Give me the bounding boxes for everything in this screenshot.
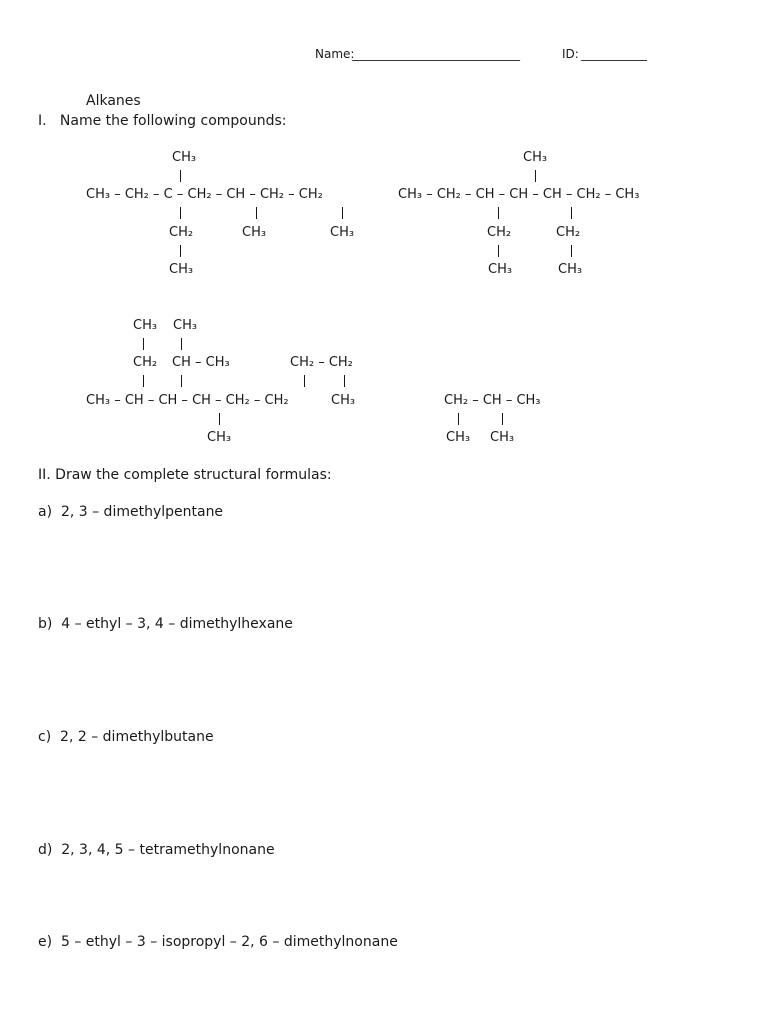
name-field[interactable]: ____________________________ — [352, 47, 520, 61]
c3-bond-bottom — [219, 413, 220, 425]
id-field[interactable]: ___________ — [581, 47, 647, 61]
c1-bond-top — [180, 170, 181, 182]
c3-bond-mid-c1 — [304, 375, 305, 387]
c2-sub-b-ch2: CH₂ — [556, 225, 581, 240]
c4-sub-a: CH₃ — [446, 430, 471, 445]
c3-mid-a: CH₂ — [133, 355, 158, 370]
c2-main-chain: CH₃ – CH₂ – CH – CH – CH – CH₂ – CH₃ — [398, 187, 640, 202]
c3-bond-top-b — [181, 338, 182, 350]
c3-bond-mid-c2 — [344, 375, 345, 387]
c2-top-methyl: CH₃ — [523, 150, 548, 165]
c1-sub-ch3-end: CH₃ — [330, 225, 355, 240]
c1-bond-c — [180, 207, 181, 219]
c3-bond-mid-b — [181, 375, 182, 387]
c2-bond-b2 — [571, 245, 572, 257]
page-title: Alkanes — [86, 93, 141, 109]
question-b: b) 4 – ethyl – 3, 4 – dimethylhexane — [38, 616, 293, 632]
c2-bond-a2 — [498, 245, 499, 257]
c4-bond-b — [502, 413, 503, 425]
c3-top-a: CH₃ — [133, 318, 158, 333]
c4-sub-b: CH₃ — [490, 430, 515, 445]
question-a: a) 2, 3 – dimethylpentane — [38, 504, 224, 520]
c3-mid-c: CH₂ – CH₂ — [290, 355, 353, 370]
c4-bond-a — [458, 413, 459, 425]
c1-bond-ch — [256, 207, 257, 219]
c4-main-chain: CH₂ – CH – CH₃ — [444, 393, 541, 408]
c2-sub-b-ch3: CH₃ — [558, 262, 583, 277]
c3-main-chain: CH₃ – CH – CH – CH – CH₂ – CH₂ — [86, 393, 289, 408]
question-e: e) 5 – ethyl – 3 – isopropyl – 2, 6 – dimethylnonane — [38, 934, 398, 950]
c2-sub-a-ch3: CH₃ — [488, 262, 513, 277]
c2-bond-a — [498, 207, 499, 219]
c1-sub-ch2: CH₂ — [169, 225, 194, 240]
c2-bond-top — [535, 170, 536, 182]
question-d: d) 2, 3, 4, 5 – tetramethylnonane — [38, 842, 275, 858]
c1-sub-ch3-mid: CH₃ — [242, 225, 267, 240]
c3-bond-mid-a — [143, 375, 144, 387]
c3-top-b: CH₃ — [173, 318, 198, 333]
id-label: ID: — [562, 47, 579, 61]
section-2-heading: II. Draw the complete structural formulas: — [38, 467, 332, 483]
c1-sub-ch3-ethyl: CH₃ — [169, 262, 194, 277]
question-c: c) 2, 2 – dimethylbutane — [38, 729, 214, 745]
c3-main-end: CH₃ — [331, 393, 356, 408]
c2-bond-b — [571, 207, 572, 219]
c1-top-methyl: CH₃ — [172, 150, 197, 165]
c2-sub-a-ch2: CH₂ — [487, 225, 512, 240]
section-1-heading: I. Name the following compounds: — [38, 113, 287, 129]
name-label: Name: — [315, 47, 355, 61]
c1-bond-end — [342, 207, 343, 219]
c1-main-chain: CH₃ – CH₂ – C – CH₂ – CH – CH₂ – CH₂ — [86, 187, 323, 202]
c3-bond-top-a — [143, 338, 144, 350]
c1-bond-ethyl — [180, 245, 181, 257]
c3-mid-b: CH – CH₃ — [172, 355, 230, 370]
c3-bottom: CH₃ — [207, 430, 232, 445]
